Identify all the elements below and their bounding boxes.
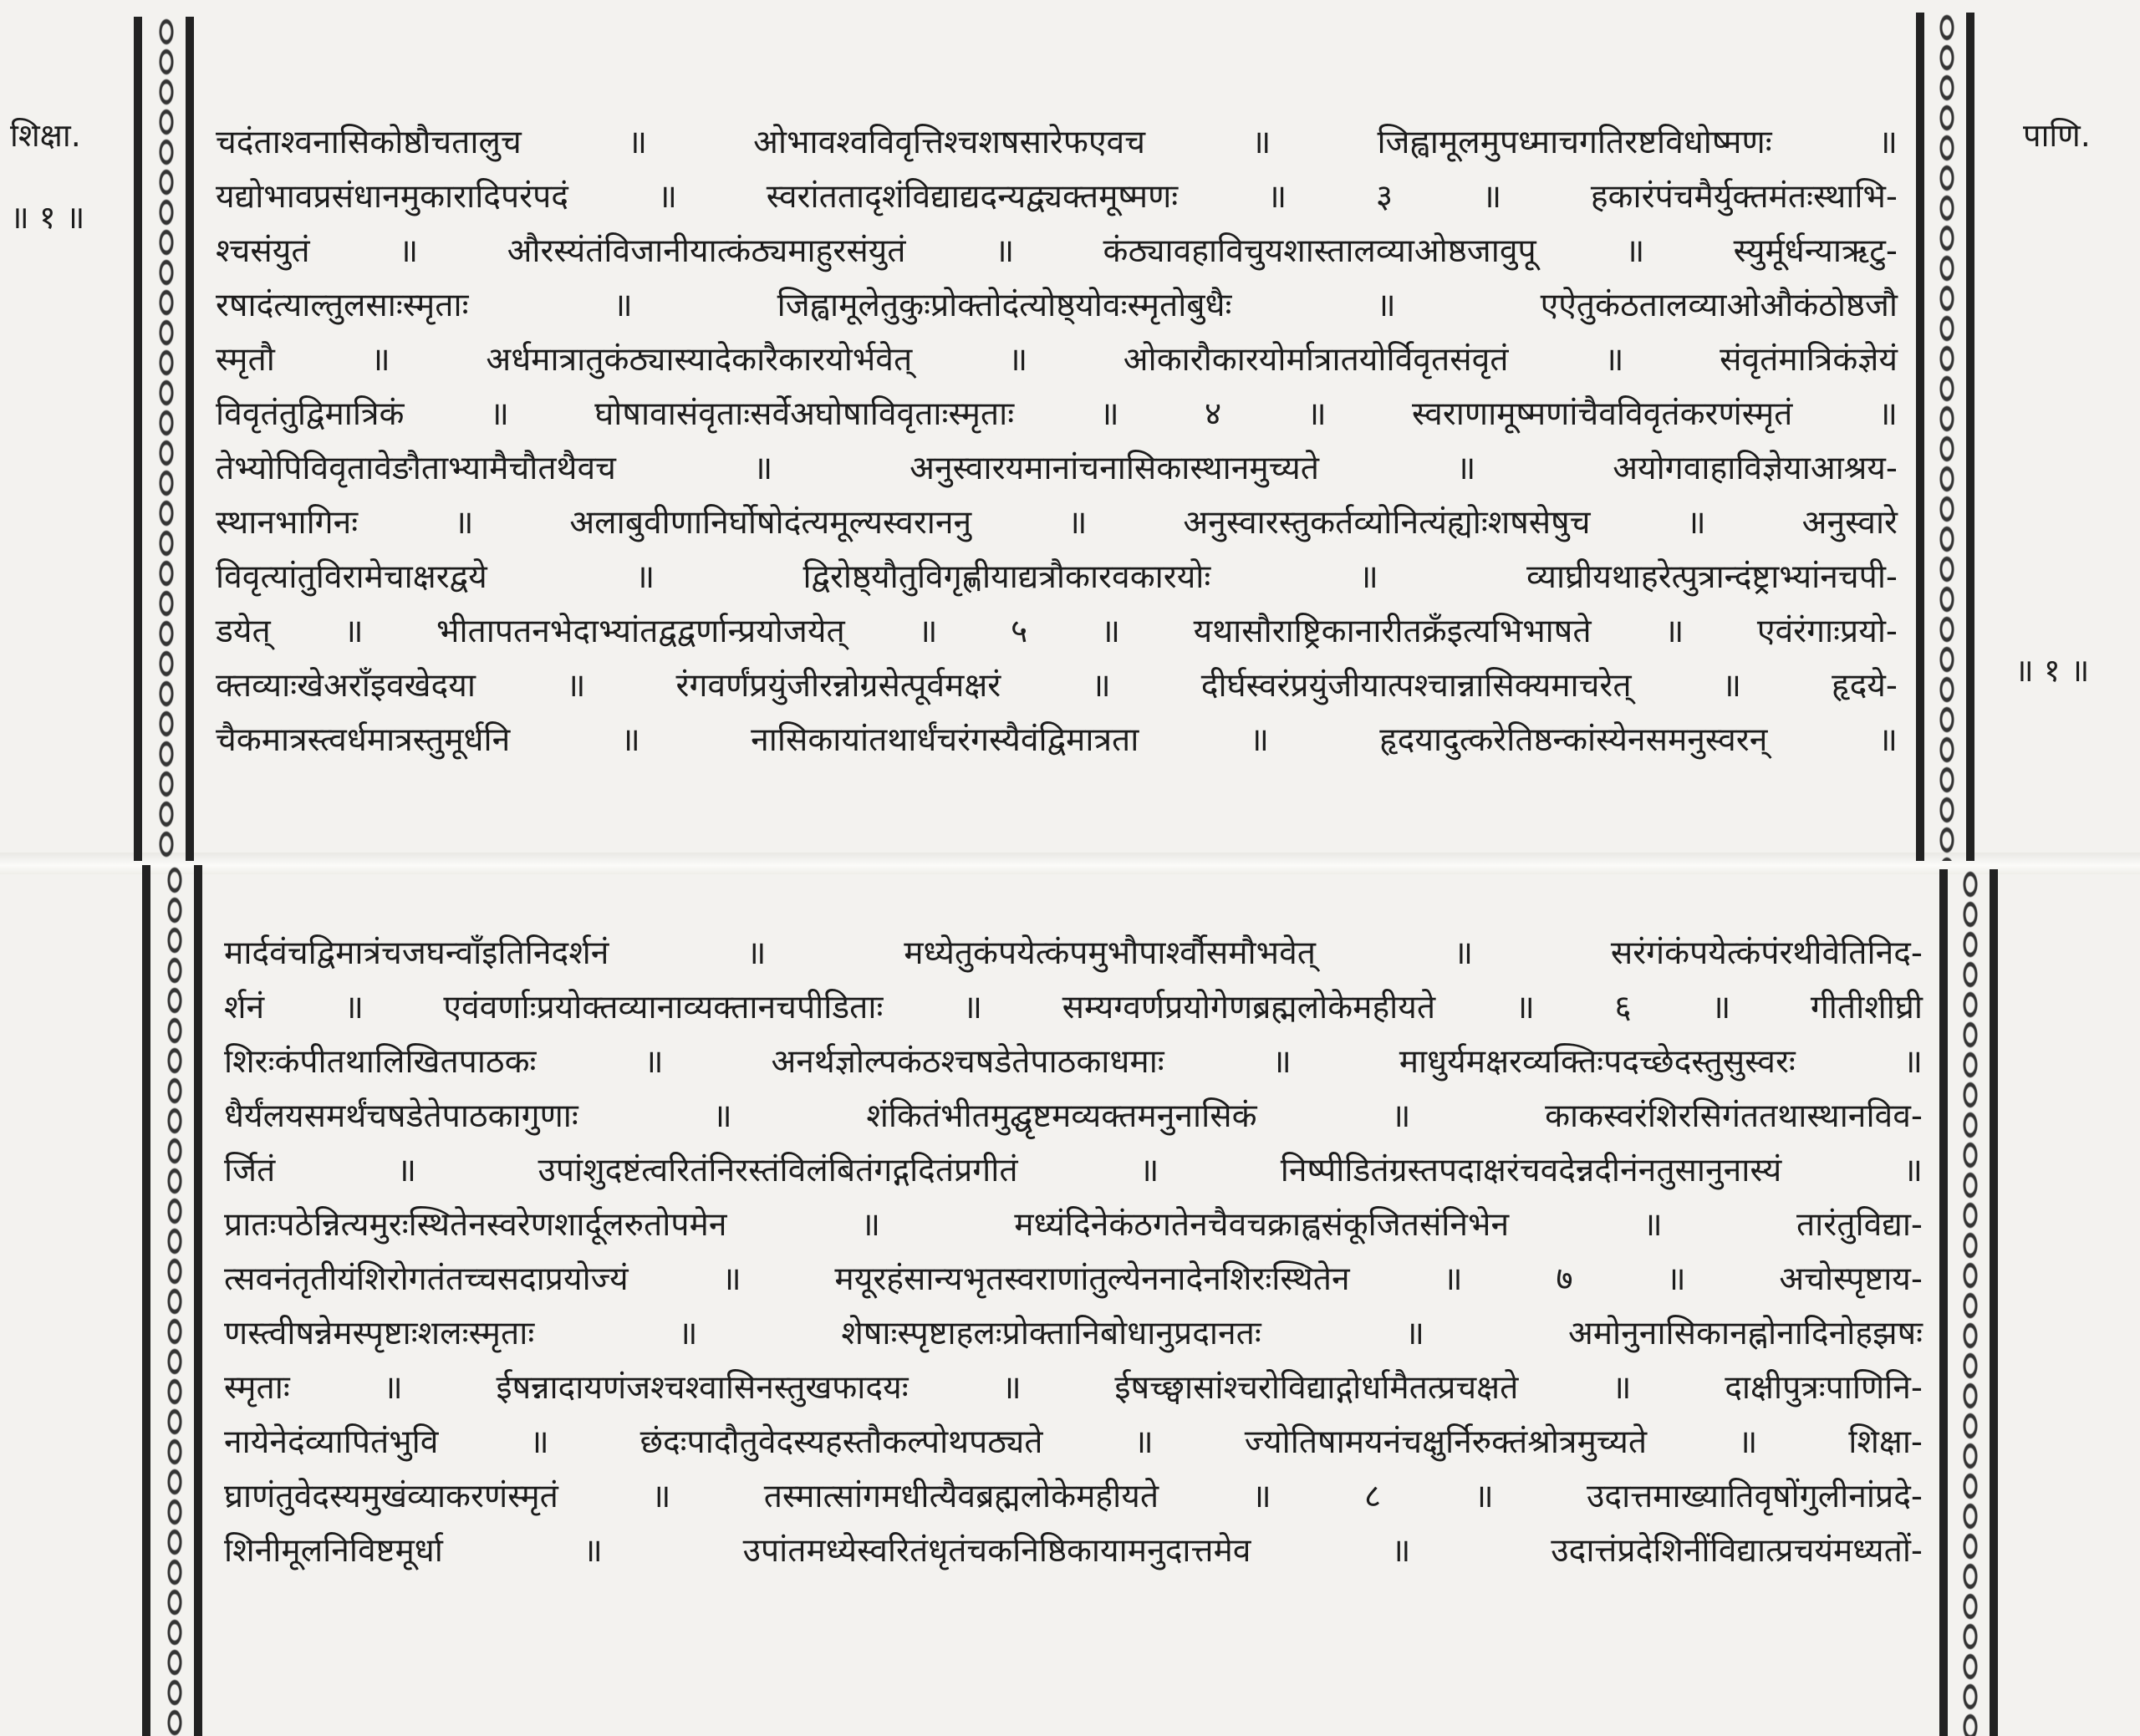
text-line: नायेनेदंव्यापितंभुवि ॥ छंदःपादौतुवेदस्यहस्तौकल्पोथपठ्यते ॥ ज्योतिषामयनंचक्षुर्निरुक्तंश्रोत्रमुच्यते ॥ शिक्षा- — [224, 1423, 1923, 1461]
text-line: शिरःकंपीतथालिखितपाठकः ॥ अनर्थज्ञोल्पकंठश्चषडेतेपाठकाधमाः ॥ माधुर्यमक्षरव्यक्तिःपदच्छेदस्तुसुस्वरः ॥ — [224, 1043, 1923, 1081]
text-line: णस्त्वीषन्नेमस्पृष्टाःशलःस्मृताः ॥ शेषाःस्पृष्टाहलःप्रोक्तानिबोधानुप्रदानतः ॥ अमोनुनासिकानह्नोनादिनोहझषः — [224, 1315, 1923, 1352]
right-margin-number: ॥ १ ॥ — [2015, 652, 2090, 689]
top-right-border — [1916, 13, 1983, 861]
text-line: चदंताश्वनासिकोष्ठौचतालुच ॥ ओभावश्वविवृत्तिश्चशषसारेफएवच ॥ जिह्वामूलमुपध्माचगतिरष्टविधोष्मणः ॥ — [216, 124, 1898, 161]
text-line: श्चसंयुतं ॥ औरस्यंतंविजानीयात्कंठ्यमाहुरसंयुतं ॥ कंठ्यावहाविचुयशास्तालव्याओष्ठजावुपू ॥ स्युर्मूर्धन्याऋटु- — [216, 232, 1898, 270]
text-line: यद्योभावप्रसंधानमुकारादिपरंपदं ॥ स्वरांततादृशंविद्याद्यदन्यद्व्यक्तमूष्मणः ॥ ३ ॥ हकारंपंचमैर्युक्तमंतःस्थाभि- — [216, 178, 1898, 216]
left-margin-number: ॥ १ ॥ — [10, 199, 85, 236]
right-margin-title: पाणि. — [2023, 117, 2091, 154]
bottom-text-block — [224, 926, 1923, 1578]
left-margin-title: शिक्षा. — [10, 117, 81, 154]
text-line: र्शनं ॥ एवंवर्णाःप्रयोक्तव्यानाव्यक्तानचपीडिताः ॥ सम्यग्वर्णप्रयोगेणब्रह्मलोकेमहीयते ॥ ६ ॥ गीतीशीघ्री — [224, 989, 1923, 1026]
text-line: धैर्यंलयसमर्थंचषडेतेपाठकागुणाः ॥ शंकितंभीतमुद्घृष्टमव्यक्तमनुनासिकं ॥ काकस्वरंशिरसिगंततथास्थानविव- — [224, 1097, 1923, 1135]
page-fold — [0, 853, 2140, 874]
bottom-right-border — [1939, 869, 2006, 1736]
text-line: तेभ्योपिविवृतावेङौताभ्यामैचौतथैवच ॥ अनुस्वारयमानांचनासिकास्थानमुच्यते ॥ अयोगवाहाविज्ञेयाआश्रय- — [216, 450, 1898, 487]
top-left-border — [134, 17, 201, 861]
text-line: शिनीमूलनिविष्टमूर्धा ॥ उपांतमध्येस्वरितंधृतंचकनिष्ठिकायामनुदात्तमेव ॥ उदात्तंप्रदेशिनींविद्यात्प्रचयंमध्यतों- — [224, 1532, 1923, 1570]
text-line: क्तव्याःखेअराँइवखेदया ॥ रंगवर्णंप्रयुंजीरन्नोग्रसेत्पूर्वमक्षरं ॥ दीर्घस्वरंप्रयुंजीयात्पश्चान्नासिक्यमाचरेत् ॥ हृदये- — [216, 667, 1898, 705]
text-line: त्सवनंतृतीयंशिरोगतंतच्चसदाप्रयोज्यं ॥ मयूरहंसान्यभृतस्वराणांतुल्येननादेनशिरःस्थितेन ॥ ७ ॥ अचोस्पृष्टाय- — [224, 1260, 1923, 1298]
text-line: घ्राणंतुवेदस्यमुखंव्याकरणंस्मृतं ॥ तस्मात्सांगमधीत्यैवब्रह्मलोकेमहीयते ॥ ८ ॥ उदात्तमाख्यातिवृषोंगुलीनांप्रदे- — [224, 1478, 1923, 1515]
text-line: स्मृताः ॥ ईषन्नादायणंजश्चश्वासिनस्तुखफादयः ॥ ईषच्छ्वासांश्चरोविद्याद्गोर्धामैतत्प्रचक्षते ॥ दाक्षीपुत्रःपाणिनि- — [224, 1369, 1923, 1407]
text-line: स्मृतौ ॥ अर्धमात्रातुकंठ्यास्यादेकारैकारयोर्भवेत् ॥ ओकारौकारयोर्मात्रातयोर्विवृतसंवृतं ॥ संवृतंमात्रिकंज्ञेयं — [216, 341, 1898, 379]
text-line: चैकमात्रस्त्वर्धमात्रस्तुमूर्धनि ॥ नासिकायांतथार्धंचरंगस्यैवंद्विमात्रता ॥ हृदयादुत्करेतिष्ठन्कांस्येनसमनुस्वरन् ॥ — [216, 721, 1898, 759]
top-text-block — [216, 115, 1898, 767]
bottom-left-border — [142, 865, 209, 1736]
text-line: रषादंत्याल्तुलसाःस्मृताः ॥ जिह्वामूलेतुकुःप्रोक्तोदंत्योष्ठ्योवःस्मृतोबुधैः ॥ एऐतुकंठतालव्याओऔकंठोष्ठजौ — [216, 287, 1898, 324]
text-line: डयेत् ॥ भीतापतनभेदाभ्यांतद्वद्वर्णान्प्रयोजयेत् ॥ ५ ॥ यथासौराष्ट्रिकानारीतक्रँइत्यभिभाषते ॥ एवंरंगाःप्रयो- — [216, 613, 1898, 650]
text-line: र्जितं ॥ उपांशुदष्टंत्वरितंनिरस्तंविलंबितंगद्गदितंप्रगीतं ॥ निष्पीडितंग्रस्तपदाक्षरंचवदेन्नदीनंनतुसानुनास्यं ॥ — [224, 1152, 1923, 1189]
text-line: स्थानभागिनः ॥ अलाबुवीणानिर्घोषोदंत्यमूल्यस्वराननु ॥ अनुस्वारस्तुकर्तव्योनित्यंह्योःशषसेषुच ॥ अनुस्वारे — [216, 504, 1898, 542]
text-line: विवृत्यांतुविरामेचाक्षरद्वये ॥ द्विरोष्ठ्यौतुविगृह्णीयाद्यत्रौकारवकारयोः ॥ व्याघ्रीयथाहरेत्पुत्रान्दंष्ट्राभ्यांनचपी- — [216, 558, 1898, 596]
text-line: मार्दवंचद्विमात्रंचजघन्वाँइतिनिदर्शनं ॥ मध्येतुकंपयेत्कंपमुभौपार्श्वौसमौभवेत् ॥ सरंगंकंपयेत्कंपंरथीवेतिनिद- — [224, 934, 1923, 972]
text-line: विवृतंतुद्विमात्रिकं ॥ घोषावासंवृताःसर्वेअघोषाविवृताःस्मृताः ॥ ४ ॥ स्वराणामूष्मणांचैवविवृतंकरणंस्मृतं ॥ — [216, 395, 1898, 433]
text-line: प्रातःपठेन्नित्यमुरःस्थितेनस्वरेणशार्दूलरुतोपमेन ॥ मध्यंदिनेकंठगतेनचैवचक्राह्वसंकूजितसंनिभेन ॥ तारंतुविद्या- — [224, 1206, 1923, 1244]
